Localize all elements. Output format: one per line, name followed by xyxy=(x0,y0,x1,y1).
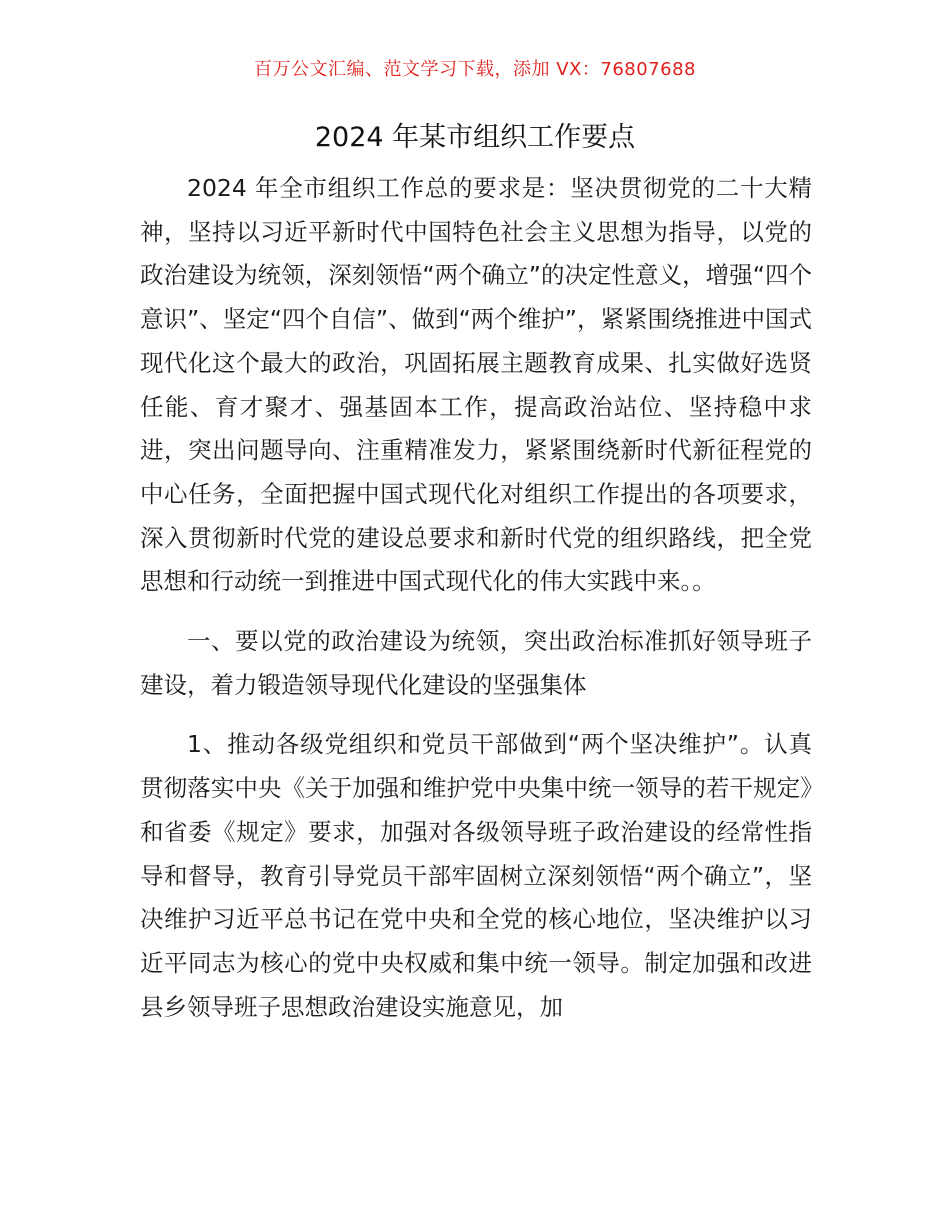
section-heading-one: 一、要以党的政治建设为统领，突出政治标准抓好领导班子建设，着力锻造领导现代化建设的坚强集体 xyxy=(140,627,812,699)
paragraph-item-one: 1、推动各级党组织和党员干部做到“两个坚决维护”。认真贯彻落实中央《关于加强和维护党中央集中统一领导的若干规定》和省委《规定》要求，加强对各级领导班子政治建设的经常性指导和督导，教育引导党员干部牢固树立深刻领悟“两个确立”，坚决维护习近平总书记在党中央和全党的核心地位，坚决维护以习近平同志为核心的党中央权威和集中统一领导。制定加强和改进县乡领导班子思想政治建设实施意见，加 xyxy=(140,730,812,1021)
paragraph-intro: 2024 年全市组织工作总的要求是：坚决贯彻党的二十大精神，坚持以习近平新时代中国特色社会主义思想为指导，以党的政治建设为统领，深刻领悟“两个确立”的决定性意义，增强“四个意识”、坚定“四个自信”、做到“两个维护”，紧紧围绕推进中国式现代化这个最大的政治，巩固拓展主题教育成果、扎实做好选贤任能、育才聚才、强基固本工作，提高政治站位、坚持稳中求进，突出问题导向、注重精准发力，紧紧围绕新时代新征程党的中心任务，全面把握中国式现代化对组织工作提出的各项要求，深入贯彻新时代党的建设总要求和新时代党的组织路线，把全党思想和行动统一到推进中国式现代化的伟大实践中来。。 xyxy=(140,174,812,596)
document-body xyxy=(140,167,812,1029)
header-banner: 百万公文汇编、范文学习下载，添加 VX：76807688 xyxy=(254,59,696,80)
document-title: 2024 年某市组织工作要点 xyxy=(314,122,636,153)
